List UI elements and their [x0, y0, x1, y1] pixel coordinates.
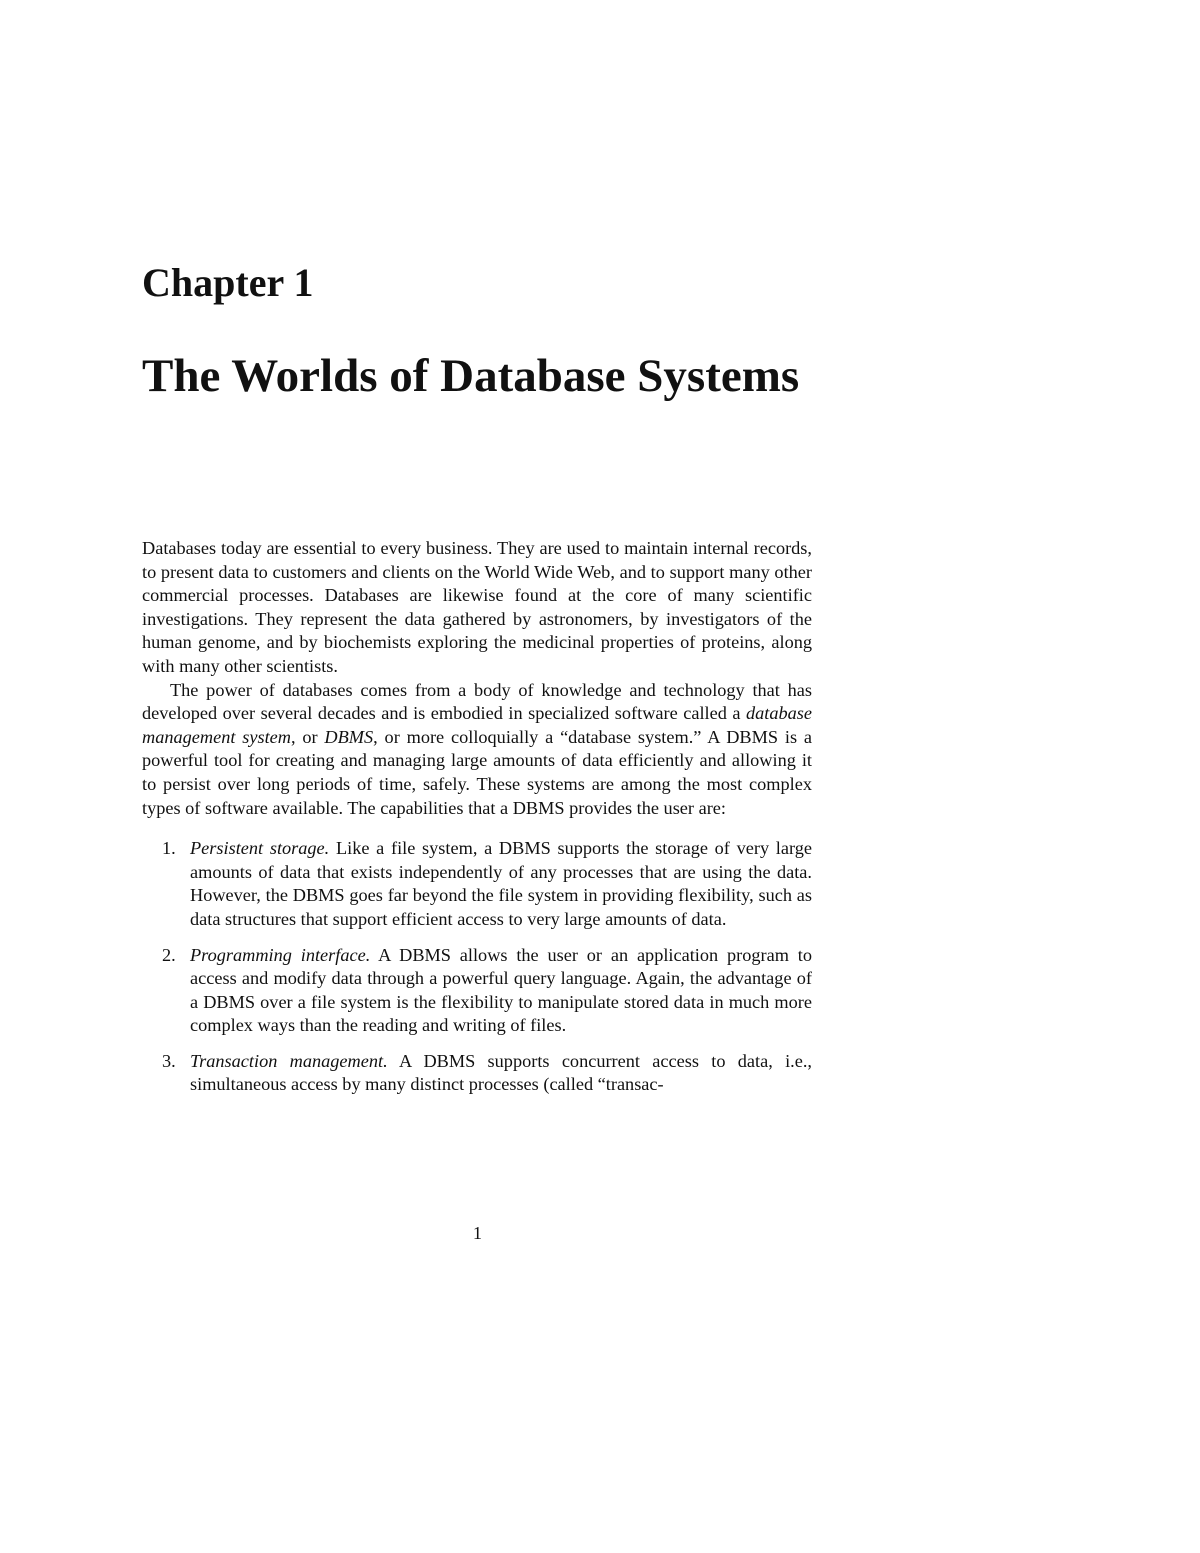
list-item-text: A DBMS supports concurrent access to data, i.e., simultaneous access by many distinct processes (called “transac- [190, 1050, 812, 1095]
term-dbms: DBMS [324, 726, 374, 747]
list-item [142, 837, 812, 931]
list-item-number: 1. [162, 838, 176, 859]
chapter-label: Chapter 1 [142, 260, 314, 305]
chapter-title: The Worlds of Database Systems [142, 350, 800, 402]
paragraph-intro [142, 537, 812, 679]
paragraph-text: , or more colloquially a “database system.” A DBMS is a powerful tool for creating and managing large amounts of data efficiently and allowing it to persist over long periods of time, safely. These systems are among the most complex types of software available. The capabilities that a DBMS provides the user are: [142, 726, 812, 818]
list-item [142, 1050, 812, 1097]
term-database-management-system: database management system [142, 703, 812, 747]
paragraph-text: , or [290, 726, 325, 747]
paragraph-text: The power of databases comes from a body of knowledge and technology that has developed over several decades and is embodied in specialized software called a [142, 679, 812, 724]
list-item-term: Transaction management. [190, 1050, 388, 1071]
body-text [142, 537, 812, 1109]
list-item-text: A DBMS allows the user or an application program to access and modify data through a powerful query language. Again, the advantage of a DBMS over a file system is the flexibility to manipulate stored data in much more complex ways than the reading and writing of files. [190, 944, 812, 1036]
list-item-number: 3. [162, 1050, 176, 1071]
paragraph-dbms-power [142, 679, 812, 821]
list-item-term: Programming interface. [190, 944, 371, 965]
page-number: 1 [472, 1223, 483, 1243]
list-item-text: Like a file system, a DBMS supports the storage of very large amounts of data that exists independently of any processes that are using the data. However, the DBMS goes far beyond the file system in providing flexibility, such as data structures that support efficient access to very large amounts of data. [190, 838, 812, 929]
capabilities-list [142, 837, 812, 1097]
paragraph-text: Databases today are essential to every business. They are used to maintain internal records, to present data to customers and clients on the World Wide Web, and to support many other commercial processes. Databases are likewise found at the core of many scientific investigations. They represent the data gathered by astronomers, by investigators of the human genome, and by biochemists exploring the medicinal properties of proteins, along with many other scientists. [142, 538, 812, 676]
list-item-term: Persistent storage. [190, 838, 330, 859]
list-item [142, 944, 812, 1038]
list-item-number: 2. [162, 944, 176, 965]
